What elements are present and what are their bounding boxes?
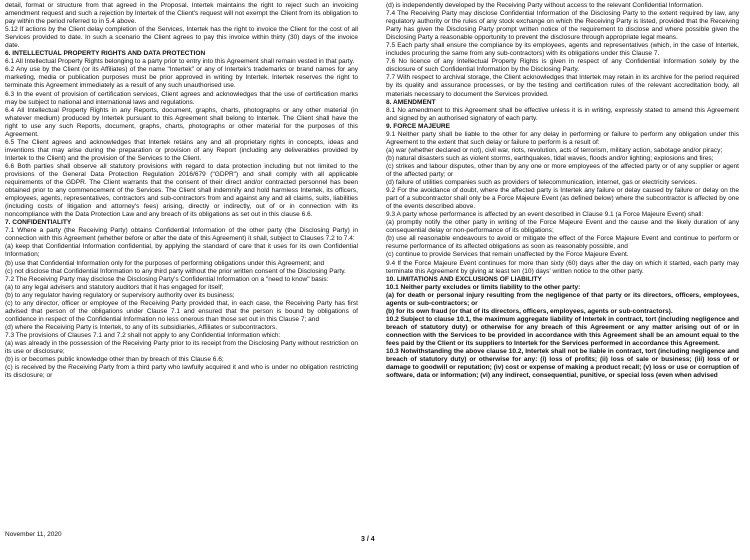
clause-paragraph: (c) strikes and labour disputes, other than by any one or more employees of the affected party or of any supplier or agent of the affected party; or	[386, 162, 739, 178]
clause-paragraph: (a) to any legal advisers and statutory auditors that it has engaged for itself;	[5, 283, 224, 291]
clause-paragraph: (c) not disclose that Confidential Information to any third party without the prior written consent of the Disclosing Party.	[5, 267, 346, 275]
clause-paragraph: 8.1 No amendment to this Agreement shall be effective unless it is in writing, expressly stated to amend this Agreement and signed by an authorised signatory of each party.	[386, 106, 739, 122]
clause-paragraph: (c) to any director, officer or employee of the Receiving Party provided that, in each case, the Receiving Party has first advised that person of the obligations under Clause 7.1 and ensured that the person is bound by obligations of confidence in respect of the Confidential Information no less onerous than those set out in this Clause 7; and	[5, 299, 358, 323]
clause-paragraph: 7.5 Each party shall ensure the compliance by its employees, agents and representatives (which, in the case of Intertek, includes procuring the same from any sub-contractors) with its obligations under this Clause 7.	[386, 42, 739, 58]
clause-paragraph: 9.3 A party whose performance is affected by an event described in Clause 9.1 (a Force Majeure Event) shall:	[386, 211, 704, 219]
clause-paragraph: 7.1 Where a party (the Receiving Party) obtains Confidential Information of the other party (the Disclosing Party) in connection with this Agreement (whether before or after the date of this Agreement) it shall, subject to Clauses 7.2 to 7.4:	[5, 227, 358, 243]
clause-paragraph: 7.2 The Receiving Party may disclose the Disclosing Party's Confidential Information on a "need to know" basis:	[5, 275, 329, 283]
clause-paragraph: (b) natural disasters such as violent storms, earthquakes, tidal waves, floods and/or lighting; explosions and fires;	[386, 154, 714, 162]
clause-paragraph: 9.2 For the avoidance of doubt, where the affected party is Intertek any failure or delay caused by failure or delay on the part of a subcontractor shall only be a Force Majeure Event (as defined below) where the subcontractor is affected by one of the events described above.	[386, 187, 739, 211]
clause-paragraph: detail, format or structure from that agreed in the Proposal. Intertek maintains the right to reject such an invoicing amendment request and such a rejection by Intertek of the Client's request will not exempt the Client from its obligation to pay within the period referred to in 5.4 above.	[5, 2, 358, 26]
section-heading: 8. AMENDMENT	[386, 98, 436, 106]
clause-paragraph-bold: (b) for its own fraud (or that of its directors, officers, employees, agents or sub-contractors).	[386, 307, 673, 315]
clause-paragraph-bold: 10.3 Notwithstanding the above clause 10.2, Intertek shall not be liable in contract, tort (including negligence and breach of statutory duty) or otherwise for any: (i) loss of profits; (ii) loss of sale or business; (iii) loss of or damage to goodwill or reputation; (iv) cost or expense of making a product recall; (v) loss or use or corruption of software, data or information; (vi) any indirect, consequential, punitive, or special loss (even when advised	[386, 348, 739, 380]
clause-paragraph: (a) was already in the possession of the Receiving Party prior to its receipt from the Disclosing Party without restriction on its use or disclosure;	[5, 339, 358, 356]
clause-paragraph: (d) where the Receiving Party is Intertek, to any of its subsidiaries, Affiliates or subcontractors.	[5, 323, 278, 331]
clause-paragraph: (b) to any regulator having regulatory or supervisory authority over its business;	[5, 291, 235, 299]
right-column	[386, 2, 739, 554]
section-heading: 10. LIMITATIONS AND EXCLUSIONS OF LIABILITY	[386, 275, 542, 283]
page-number: 3 / 4	[361, 536, 375, 543]
section-heading: 9. FORCE MAJEURE	[386, 122, 451, 130]
clause-paragraph-bold: 10.1 Neither party excludes or limits liability to the other party:	[386, 283, 581, 291]
clause-paragraph: 9.4 If the Force Majeure Event continues for more than sixty (60) days after the day on which it started, each party may terminate this Agreement by giving at least ten (10) days' written notice to the other party.	[386, 259, 739, 275]
clause-paragraph: 6.5 The Client agrees and acknowledges that Intertek retains any and all proprietary rights in concepts, ideas and inventions that may arise during the preparation or provision of any Report (including any deliverables provided by Intertek to the Client) and the provision of the Services to the Client.	[5, 138, 358, 162]
clause-paragraph: (c) is received by the Receiving Party from a third party who lawfully acquired it and who is under no obligation restricting its disclosure; or	[5, 364, 358, 380]
clause-paragraph: 6.6 Both parties shall observe all statutory provisions with regard to data protection including but not limited to the provisions of the General Data Protection Regulation 2016/679 ("GDPR") and shall comply with all applicable requirements of the GDPR. The Client warrants that the consent of their direct and/or contracted personnel has been obtained prior to any commencement of the Services. The Client shall indemnify and hold harmless Intertek, its officers, employees, agents, representatives, contractors and sub-contractors from and against any and all claims, suits, liabilities (including costs of litigation and attorney's fees) arising, directly or indirectly, out of or in connection with its noncompliance with the Data Protection Law and any breach of its obligations as set out in this clause 6.6.	[5, 162, 358, 219]
clause-paragraph-bold: 10.2 Subject to clause 10.1, the maximum aggregate liability of Intertek in contract, tort (including negligence and breach of statutory duty) or otherwise for any breach of this Agreement or any matter arising out of or in connection with the Services to be provided in accordance with this Agreement shall be an amount equal to the fees paid by the Client or its suppliers to Intertek for the Services performed in accordance this Agreement.	[386, 315, 739, 347]
clause-paragraph: (d) is independently developed by the Receiving Party without access to the relevant Confidential Information.	[386, 2, 704, 9]
clause-paragraph: (d) failure of utilities companies such as providers of telecommunication, internet, gas or electricity services.	[386, 179, 698, 187]
clause-paragraph: 7.7 With respect to archival storage, the Client acknowledges that Intertek may retain in its archive for the period required by its quality and assurance processes, or by the testing and certification rules of the relevant accreditation body, all materials necessary to document the Services provided.	[386, 74, 739, 98]
clause-paragraph: 5.12 If actions by the Client delay completion of the Services, Intertek has the right to invoice the Client for the cost of all Services provided to date. In such a scenario the Client agrees to pay this invoice within thirty (30) days of the invoice date.	[5, 26, 358, 50]
clause-paragraph: (a) promptly notify the other party in writing of the Force Majeure Event and the cause and the likely duration of any consequential delay or non-performance of its obligations;	[386, 219, 739, 235]
clause-paragraph: 7.6 No licence of any Intellectual Property Rights is given in respect of any Confidential Information solely by the disclosure of such Confidential Information by the Disclosing Party.	[386, 58, 739, 74]
clause-paragraph: 7.3 The provisions of Clauses 7.1 and 7.2 shall not apply to any Confidential Information which:	[5, 331, 281, 339]
section-heading: 6. INTELLECTUAL PROPERTY RIGHTS AND DATA PROTECTION	[5, 50, 206, 58]
clause-paragraph: 6.3 In the event of provision of certification services, Client agrees and acknowledges that the use of certification marks may be subject to national and international laws and regulations.	[5, 90, 358, 106]
clause-paragraph: 6.1 All Intellectual Property Rights belonging to a party prior to entry into this Agreement shall remain vested in that party.	[5, 58, 355, 66]
clause-paragraph: (b) use all reasonable endeavours to avoid or mitigate the effect of the Force Majeure Event and continue to perform or resume performance of its affected obligations as soon as reasonably possible, and	[386, 235, 739, 251]
clause-paragraph: (b) use that Confidential Information only for the purposes of performing obligations under this Agreement; and	[5, 259, 325, 267]
clause-paragraph: (a) keep that Confidential Information confidential, by applying the standard of care that it uses for its own Confidential Information;	[5, 243, 358, 259]
clause-paragraph: (c) continue to provide Services that remain unaffected by the Force Majeure Event.	[386, 251, 629, 259]
clause-paragraph: 6.2 Any use by the Client (or its Affiliates) of the name "Intertek" or any of Intertek's trademarks or brand names for any marketing, media or publication purposes must be prior approved in writing by Intertek. Intertek reserves the right to terminate this Agreement immediately as a result of any such unauthorised use.	[5, 66, 358, 90]
clause-paragraph: (a) war (whether declared or not), civil war, riots, revolution, acts of terrorism, military action, sabotage and/or piracy;	[386, 146, 723, 154]
clause-paragraph: 6.4 All Intellectual Property Rights in any Reports, document, graphs, charts, photographs or any other material (in whatever medium) produced by Intertek pursuant to this Agreement shall belong to Intertek. The Client shall have the right to use any such Reports, document, graphs, charts, photographs or other material for the purposes of this Agreement.	[5, 106, 358, 138]
section-heading: 7. CONFIDENTIALITY	[5, 219, 72, 227]
clause-paragraph: (b) is or becomes public knowledge other than by breach of this Clause 6.6;	[5, 356, 224, 364]
left-column	[5, 2, 358, 530]
clause-paragraph: 9.1 Neither party shall be liable to the other for any delay in performing or failure to perform any obligation under this Agreement to the extent that such delay or failure to perform is a result of:	[386, 130, 739, 146]
footer-date: November 11, 2020	[5, 531, 62, 538]
clause-paragraph-bold: (a) for death or personal injury resulting from the negligence of that party or its directors, officers, employees, agents or sub-contractors; or	[386, 291, 739, 307]
clause-paragraph: 7.4 The Receiving Party may disclose Confidential Information of the Disclosing Party to the extent required by law, any regulatory authority or the rules of any stock exchange on which the Receiving Party is listed, provided that the Receiving Party has given the Disclosing Party prompt written notice of the requirement to disclose and where possible given the Disclosing Party a reasonable opportunity to prevent the disclosure through appropriate legal means.	[386, 10, 739, 42]
